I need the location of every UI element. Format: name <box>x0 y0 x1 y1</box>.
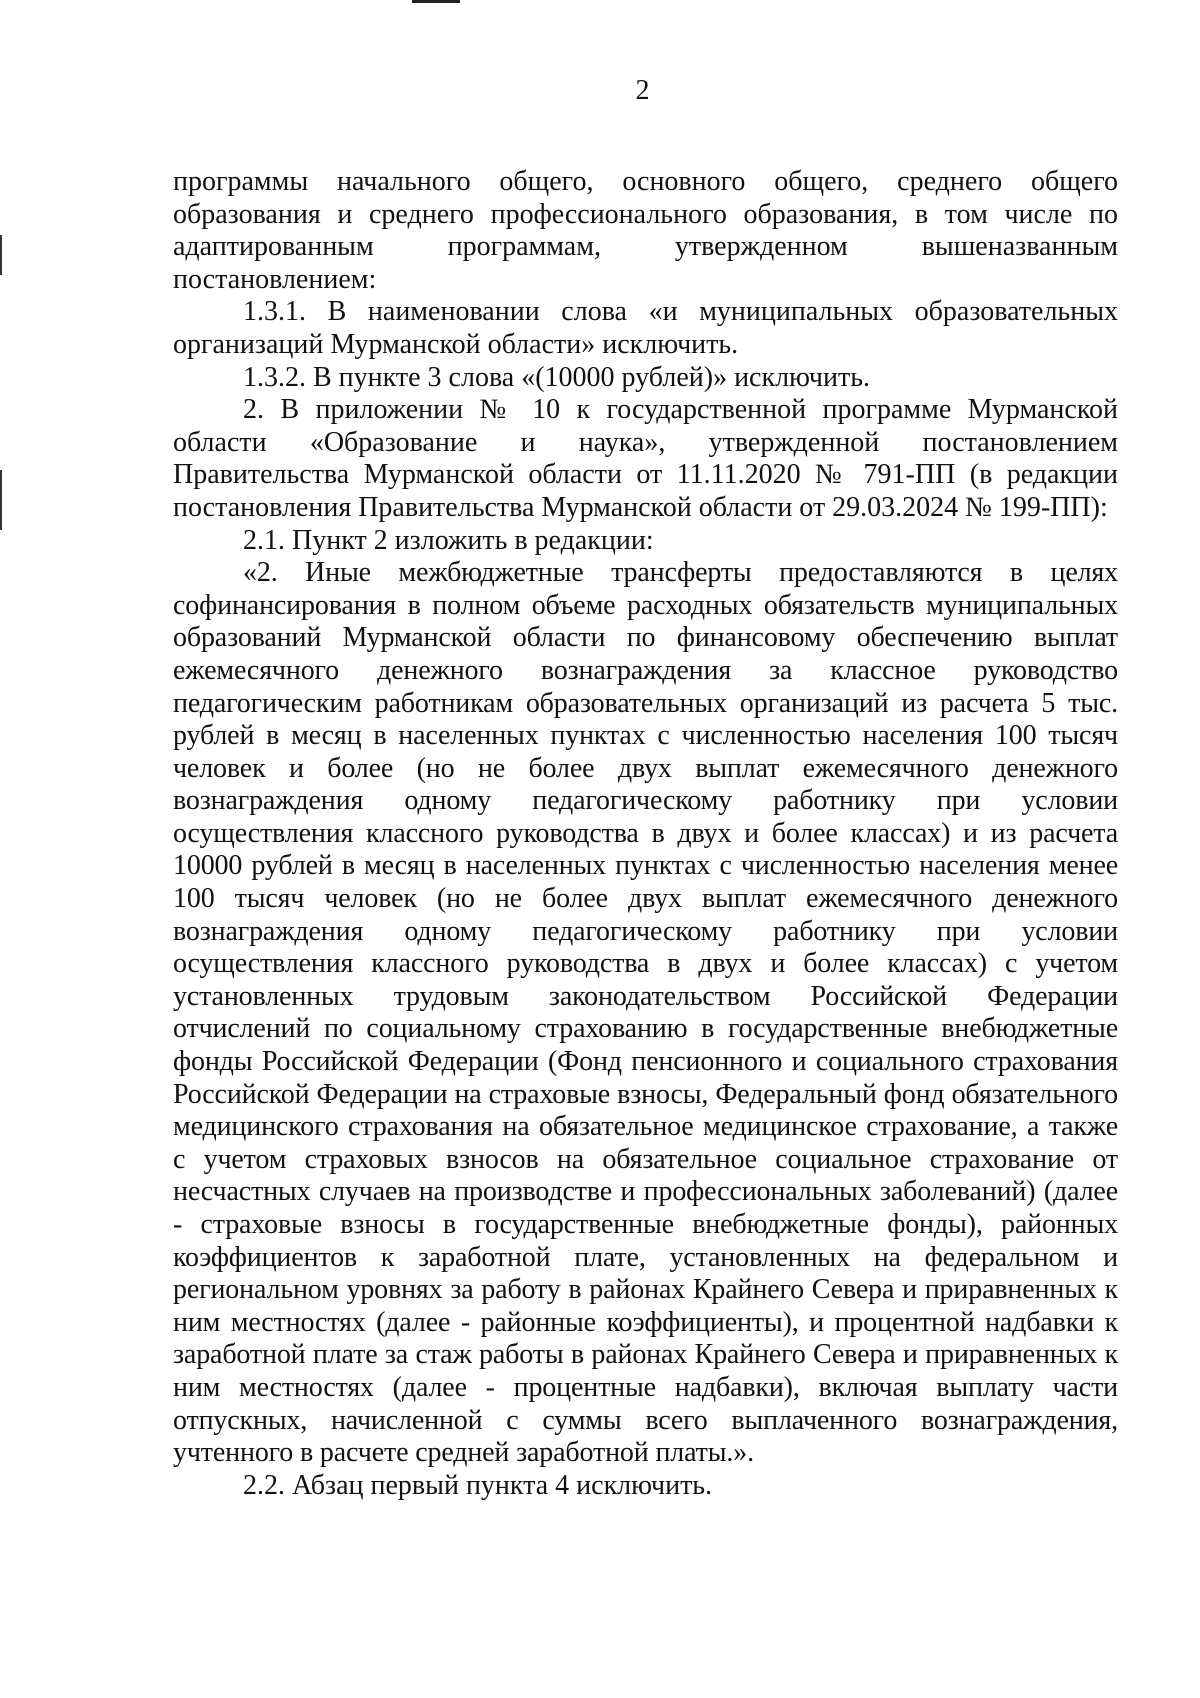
paragraph-item-2: 2. В приложении № 10 к государственной программе Мурманской области «Образование и наука», утвержденной постановлением Правительства Мурманской области от 11.11.2020 № 791-ПП (в редакции постановления Правительства Мурманской области от 29.03.2024 № 199-ПП): <box>173 394 1118 523</box>
paragraph-item-1-3-2: 1.3.2. В пункте 3 слова «(10000 рублей)» исключить. <box>243 361 870 393</box>
paragraph-item-2-1-quote: «2. Иные межбюджетные трансферты предоставляются в целях софинансирования в полном объеме расходных обязательств муниципальных образований Мурманской области по финансовому обеспечению выплат ежемесячного денежного вознаграждения за классное руководство педагогическим работникам образовательных организаций из расчета 5 тыс. рублей в месяц в населенных пунктах с численностью населения 100 тысяч человек и более (но не более двух выплат ежемесячного денежного вознаграждения одному педагогическому работнику при условии осуществления классного руководства в двух и более классах) и из расчета 10000 рублей в месяц в населенных пунктах с численностью населения менее 100 тысяч человек (но не более двух выплат ежемесячного денежного вознаграждения одному педагогическому работнику при условии осуществления классного руководства в двух и более классах) с учетом установленных трудовым законодательством Российской Федерации отчислений по социальному страхованию в государственные внебюджетные фонды Российской Федерации (Фонд пенсионного и социального страхования Российской Федерации на страховые взносы, Федеральный фонд обязательного медицинского страхования на обязательное медицинское страхование, а также с учетом страховых взносов на обязательное социальное страхование от несчастных случаев на производстве и профессиональных заболеваний) (далее - страховые взносы в государственные внебюджетные фонды), районных коэффициентов к заработной плате, установленных на федеральном и региональном уровнях за работу в районах Крайнего Севера и приравненных к ним местностях (далее - районные коэффициенты), и процентной надбавки к заработной плате за стаж работы в районах Крайнего Севера и приравненных к ним местностях (далее - процентные надбавки), включая выплату части отпускных, начисленной с суммы всего выплаченного вознаграждения, учтенного в расчете средней заработной платы.». <box>173 557 1118 1469</box>
scan-artifact-left <box>0 235 2 275</box>
paragraph-item-1-3-1: 1.3.1. В наименовании слова «и муниципальных образовательных организаций Мурманской области» исключить. <box>173 296 1118 360</box>
paragraph-item-2-1: 2.1. Пункт 2 изложить в редакции: <box>243 524 654 556</box>
scan-artifact-top <box>412 0 460 3</box>
paragraph-intro-continuation: программы начального общего, основного общего, среднего общего образования и среднего профессионального образования, в том числе по адаптированным программам, утвержденном вышеназванным постановлением: <box>173 166 1118 295</box>
page-number: 2 <box>635 75 650 106</box>
scan-artifact-left <box>0 470 2 530</box>
paragraph-item-2-2: 2.2. Абзац первый пункта 4 исключить. <box>243 1469 713 1501</box>
document-body <box>173 166 1118 1502</box>
